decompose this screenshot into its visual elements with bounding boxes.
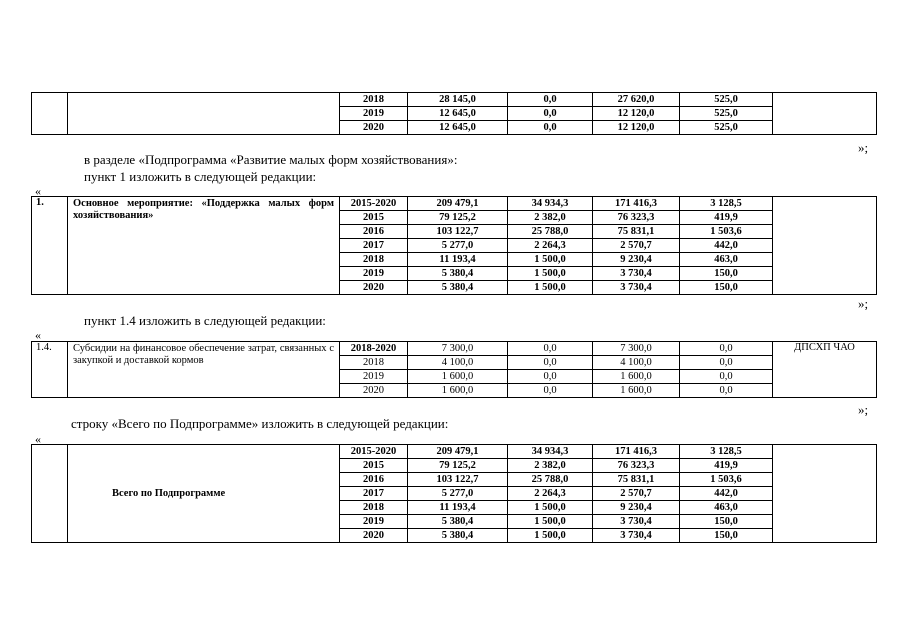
period-cell: 2017: [340, 239, 408, 253]
federal-cell: 34 934,3: [508, 445, 593, 459]
period-cell: 2019: [340, 267, 408, 281]
period-cell: 2019: [340, 107, 408, 121]
regional-cell: 171 416,3: [593, 197, 680, 211]
other-cell: 1 503,6: [680, 473, 773, 487]
total-cell: 5 380,4: [408, 281, 508, 295]
executor-cell: [773, 197, 877, 295]
table-body: [32, 93, 877, 135]
federal-cell: 1 500,0: [508, 253, 593, 267]
total-cell: 5 277,0: [408, 239, 508, 253]
total-cell: 4 100,0: [408, 356, 508, 370]
regional-cell: 3 730,4: [593, 529, 680, 543]
item-name-cell: Всего по Подпрограмме: [68, 445, 340, 543]
closing-quote: »;: [858, 296, 869, 311]
regional-cell: 9 230,4: [593, 501, 680, 515]
opening-quote: «: [35, 432, 41, 446]
regional-cell: 3 730,4: [593, 267, 680, 281]
table-item-1-4: [31, 341, 877, 398]
regional-cell: 1 600,0: [593, 370, 680, 384]
total-cell: 209 479,1: [408, 445, 508, 459]
federal-cell: 1 500,0: [508, 281, 593, 295]
total-cell: 103 122,7: [408, 225, 508, 239]
regional-cell: 76 323,3: [593, 459, 680, 473]
paragraph-total: строку «Всего по Подпрограмме» изложить в следующей редакции:: [71, 416, 449, 431]
other-cell: 3 128,5: [680, 197, 773, 211]
table-body: [32, 445, 877, 543]
paragraph-section: в разделе «Подпрограмма «Развитие малых форм хозяйствования»:: [84, 152, 458, 167]
period-cell: 2020: [340, 529, 408, 543]
period-cell: 2018: [340, 93, 408, 107]
period-cell: 2020: [340, 121, 408, 135]
other-cell: 0,0: [680, 370, 773, 384]
item-name-cell: [68, 93, 340, 135]
total-cell: 5 277,0: [408, 487, 508, 501]
regional-cell: 12 120,0: [593, 107, 680, 121]
paragraph-item-1-4: пункт 1.4 изложить в следующей редакции:: [84, 313, 326, 328]
total-cell: 11 193,4: [408, 501, 508, 515]
total-cell: 5 380,4: [408, 267, 508, 281]
period-cell: 2016: [340, 473, 408, 487]
federal-cell: 2 382,0: [508, 211, 593, 225]
federal-cell: 0,0: [508, 370, 593, 384]
paragraph-item-1: пункт 1 изложить в следующей редакции:: [84, 169, 317, 184]
item-name-cell: Субсидии на финансовое обеспечение затрат, связанных с закупкой и доставкой кормов: [68, 342, 340, 398]
other-cell: 0,0: [680, 384, 773, 398]
table-row: [32, 93, 877, 107]
other-cell: 150,0: [680, 529, 773, 543]
regional-cell: 12 120,0: [593, 121, 680, 135]
closing-quote: »;: [858, 140, 869, 155]
table-continuation: [31, 92, 877, 135]
opening-quote: «: [35, 328, 41, 342]
opening-quote: «: [35, 184, 41, 198]
table-total: [31, 444, 877, 543]
total-cell: 79 125,2: [408, 459, 508, 473]
regional-cell: 9 230,4: [593, 253, 680, 267]
period-cell: 2018: [340, 253, 408, 267]
table-row: [32, 342, 877, 356]
item-number-cell: 1.4.: [32, 342, 68, 398]
executor-cell: [773, 445, 877, 543]
period-cell: 2020: [340, 384, 408, 398]
other-cell: 463,0: [680, 501, 773, 515]
table-row: [32, 445, 877, 459]
regional-cell: 2 570,7: [593, 487, 680, 501]
other-cell: 419,9: [680, 211, 773, 225]
total-cell: 12 645,0: [408, 121, 508, 135]
total-cell: 7 300,0: [408, 342, 508, 356]
federal-cell: 1 500,0: [508, 267, 593, 281]
total-cell: 28 145,0: [408, 93, 508, 107]
period-cell: 2017: [340, 487, 408, 501]
federal-cell: 2 382,0: [508, 459, 593, 473]
period-cell: 2015: [340, 211, 408, 225]
total-cell: 11 193,4: [408, 253, 508, 267]
regional-cell: 76 323,3: [593, 211, 680, 225]
federal-cell: 0,0: [508, 342, 593, 356]
regional-cell: 2 570,7: [593, 239, 680, 253]
table-body: [32, 197, 877, 295]
federal-cell: 0,0: [508, 107, 593, 121]
regional-cell: 3 730,4: [593, 281, 680, 295]
other-cell: 3 128,5: [680, 445, 773, 459]
other-cell: 1 503,6: [680, 225, 773, 239]
period-cell: 2019: [340, 515, 408, 529]
item-number-cell: [32, 93, 68, 135]
item-number-cell: 1.: [32, 197, 68, 295]
total-cell: 5 380,4: [408, 515, 508, 529]
other-cell: 442,0: [680, 487, 773, 501]
federal-cell: 2 264,3: [508, 487, 593, 501]
other-cell: 463,0: [680, 253, 773, 267]
table-row: [32, 197, 877, 211]
other-cell: 150,0: [680, 281, 773, 295]
period-cell: 2020: [340, 281, 408, 295]
period-cell: 2018: [340, 356, 408, 370]
total-cell: 5 380,4: [408, 529, 508, 543]
other-cell: 442,0: [680, 239, 773, 253]
other-cell: 0,0: [680, 342, 773, 356]
total-cell: 209 479,1: [408, 197, 508, 211]
executor-cell: ДПСХП ЧАО: [773, 342, 877, 398]
federal-cell: 2 264,3: [508, 239, 593, 253]
total-cell: 1 600,0: [408, 384, 508, 398]
regional-cell: 3 730,4: [593, 515, 680, 529]
period-cell: 2019: [340, 370, 408, 384]
period-cell: 2015-2020: [340, 197, 408, 211]
table-item-1: [31, 196, 877, 295]
federal-cell: 34 934,3: [508, 197, 593, 211]
other-cell: 0,0: [680, 356, 773, 370]
federal-cell: 1 500,0: [508, 501, 593, 515]
federal-cell: 25 788,0: [508, 225, 593, 239]
period-cell: 2018-2020: [340, 342, 408, 356]
federal-cell: 0,0: [508, 93, 593, 107]
regional-cell: 4 100,0: [593, 356, 680, 370]
regional-cell: 171 416,3: [593, 445, 680, 459]
other-cell: 150,0: [680, 267, 773, 281]
total-cell: 79 125,2: [408, 211, 508, 225]
item-name-cell: Основное мероприятие: «Поддержка малых форм хозяйствования»: [68, 197, 340, 295]
period-cell: 2015-2020: [340, 445, 408, 459]
total-cell: 1 600,0: [408, 370, 508, 384]
item-number-cell: [32, 445, 68, 543]
other-cell: 525,0: [680, 107, 773, 121]
regional-cell: 1 600,0: [593, 384, 680, 398]
other-cell: 150,0: [680, 515, 773, 529]
federal-cell: 25 788,0: [508, 473, 593, 487]
other-cell: 419,9: [680, 459, 773, 473]
other-cell: 525,0: [680, 93, 773, 107]
federal-cell: 0,0: [508, 384, 593, 398]
regional-cell: 7 300,0: [593, 342, 680, 356]
period-cell: 2018: [340, 501, 408, 515]
total-cell: 103 122,7: [408, 473, 508, 487]
period-cell: 2016: [340, 225, 408, 239]
closing-quote: »;: [858, 402, 869, 417]
regional-cell: 75 831,1: [593, 473, 680, 487]
regional-cell: 75 831,1: [593, 225, 680, 239]
period-cell: 2015: [340, 459, 408, 473]
regional-cell: 27 620,0: [593, 93, 680, 107]
other-cell: 525,0: [680, 121, 773, 135]
federal-cell: 1 500,0: [508, 515, 593, 529]
total-cell: 12 645,0: [408, 107, 508, 121]
federal-cell: 1 500,0: [508, 529, 593, 543]
executor-cell: [773, 93, 877, 135]
table-body: [32, 342, 877, 398]
federal-cell: 0,0: [508, 356, 593, 370]
federal-cell: 0,0: [508, 121, 593, 135]
